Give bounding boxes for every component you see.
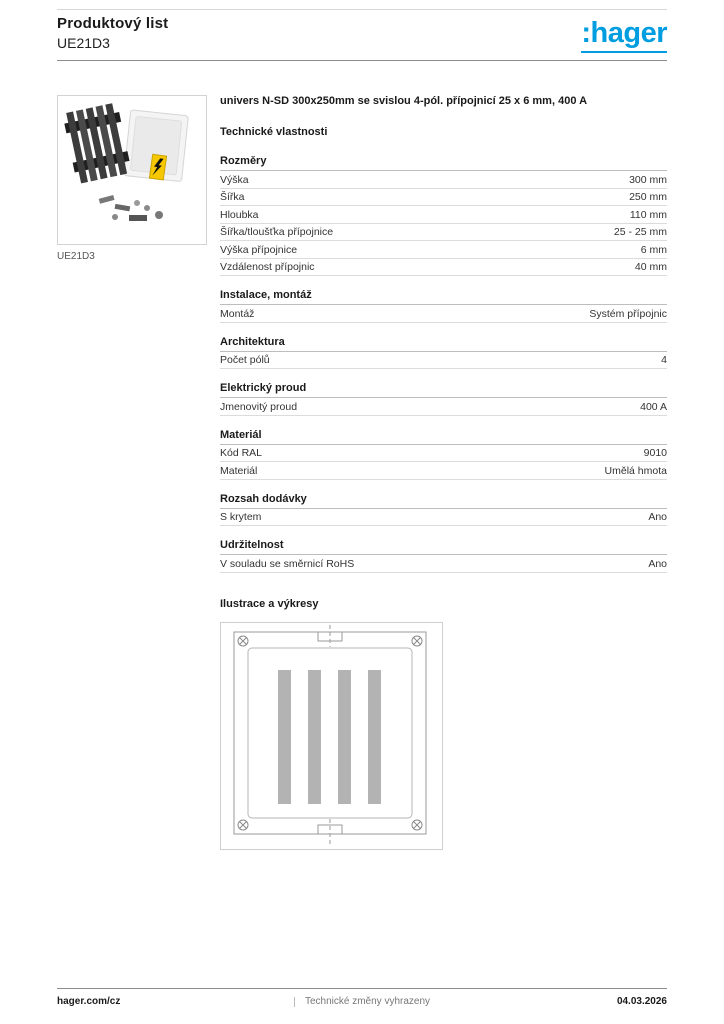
spec-value: 9010 <box>643 447 667 459</box>
spec-value: 25 - 25 mm <box>613 226 667 238</box>
footer-date: 04.03.2026 <box>616 996 667 1007</box>
product-title: univers N-SD 300x250mm se svislou 4-pól. přípojnicí 25 x 6 mm, 400 A <box>220 95 588 107</box>
footer-row <box>57 996 667 1007</box>
spec-value: Umělá hmota <box>604 464 667 477</box>
product-photo-illustration <box>59 97 205 243</box>
spec-row <box>220 206 667 224</box>
spec-label: V souladu se směrnicí RoHS <box>220 557 355 570</box>
spec-row <box>220 398 667 416</box>
footer-notice <box>294 996 430 1007</box>
document-type: Produktový list <box>57 15 169 32</box>
spec-label: Montáž <box>220 307 255 320</box>
header <box>57 15 667 53</box>
spec-row <box>220 241 667 259</box>
illustration-heading: Ilustrace a výkresy <box>220 597 319 610</box>
spec-value: 400 A <box>640 400 667 413</box>
footer-divider <box>294 997 295 1007</box>
spec-row <box>220 189 667 207</box>
logo-wordmark: hager <box>590 17 667 49</box>
header-text <box>57 15 168 51</box>
spec-label: Vzdálenost přípojnic <box>220 261 315 273</box>
spec-label: Výška přípojnice <box>220 243 298 256</box>
technical-properties-heading: Technické vlastnosti <box>220 126 328 138</box>
spec-section-heading: Rozměry <box>220 155 667 171</box>
technical-drawing <box>220 622 443 850</box>
spec-value: 300 mm <box>629 173 667 186</box>
main-content <box>57 95 667 850</box>
product-photo <box>57 95 207 245</box>
footer-website-link[interactable]: hager.com/cz <box>57 996 121 1007</box>
spec-label: Šířka/tloušťka přípojnice <box>220 226 334 238</box>
hager-logo <box>581 19 667 53</box>
logo-colon: : <box>581 17 591 49</box>
spec-value: 250 mm <box>629 191 667 203</box>
spec-label: Jmenovitý proud <box>220 400 298 413</box>
drawing-inner-frame <box>248 648 412 818</box>
spec-value: Ano <box>648 557 667 570</box>
spec-row <box>220 462 667 480</box>
spec-section <box>220 336 667 370</box>
spec-section <box>220 429 667 480</box>
spec-section-heading: Materiál <box>220 429 667 445</box>
spec-row <box>220 224 667 242</box>
spec-section-heading: Udržitelnost <box>220 539 667 555</box>
product-image-column <box>57 95 207 262</box>
spec-row <box>220 305 667 323</box>
header-top-rule <box>57 9 667 10</box>
spec-section-heading: Rozsah dodávky <box>220 493 667 509</box>
spec-section <box>220 493 667 527</box>
spec-label: Materiál <box>220 464 258 477</box>
spec-row <box>220 445 667 463</box>
product-image-caption: UE21D3 <box>57 251 95 262</box>
spec-row <box>220 509 667 527</box>
spec-row <box>220 555 667 573</box>
spec-label: S krytem <box>220 511 262 523</box>
drawing-outer-plate <box>234 632 426 834</box>
header-product-code: UE21D3 <box>57 35 110 51</box>
spec-value: 4 <box>661 354 667 366</box>
spec-value: 110 mm <box>629 208 667 221</box>
warning-label-icon <box>149 154 166 180</box>
spec-section <box>220 289 667 323</box>
spec-value: 6 mm <box>640 243 667 256</box>
spec-column <box>220 95 667 850</box>
spec-row <box>220 259 667 277</box>
spec-section-heading: Architektura <box>220 336 667 352</box>
header-bottom-rule <box>57 60 667 61</box>
footer-notice-text: Technické změny vyhrazeny <box>304 996 431 1007</box>
busbar-support <box>62 102 132 184</box>
spec-label: Šířka <box>220 191 245 203</box>
spec-label: Výška <box>220 173 249 186</box>
footer-rule <box>57 988 667 989</box>
busbar-bars <box>278 670 381 804</box>
spec-section <box>220 382 667 416</box>
corner-screw-icon <box>238 636 422 830</box>
spec-value: 40 mm <box>634 261 667 273</box>
spec-row <box>220 171 667 189</box>
technical-drawing-svg <box>221 623 440 847</box>
spec-label: Hloubka <box>220 208 259 221</box>
footer <box>57 988 667 1007</box>
spec-section-heading: Instalace, montáž <box>220 289 667 305</box>
spec-value: Ano <box>648 511 667 523</box>
spec-value: Systém přípojnic <box>589 307 667 320</box>
spec-row <box>220 352 667 370</box>
spec-sections <box>220 155 667 573</box>
accessory-parts <box>99 195 163 221</box>
spec-label: Kód RAL <box>220 447 263 459</box>
spec-section-heading: Elektrický proud <box>220 382 667 398</box>
spec-section <box>220 539 667 573</box>
spec-section <box>220 155 667 276</box>
spec-label: Počet pólů <box>220 354 270 366</box>
